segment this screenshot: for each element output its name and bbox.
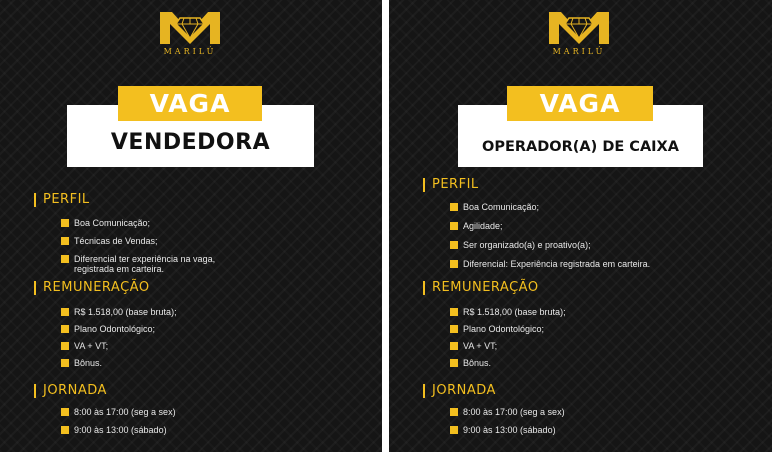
list-item: Boa Comunicação; [450,202,539,212]
bullet-square-icon [61,237,69,245]
vaga-badge: VAGA [118,86,262,121]
brand-logo [534,10,624,56]
bullet-square-icon [450,342,458,350]
bullet-square-icon [450,359,458,367]
bullet-square-icon [61,255,69,263]
brand-logo [145,10,235,62]
list-item: VA + VT; [450,341,497,351]
brand-name: MARILÚ [163,47,217,56]
section-perfil [34,192,90,207]
list-item: Boa Comunicação; [61,218,150,228]
bullet-square-icon [450,203,458,211]
job-card-vendedora [0,0,382,452]
bullet-square-icon [61,359,69,367]
section-jornada [34,383,107,398]
bullet-square-icon [450,308,458,316]
section-heading: REMUNERAÇÃO [432,280,539,295]
bullet-square-icon [61,408,69,416]
brand-tagline-line [145,57,235,62]
list-item: Agilidade; [450,221,503,231]
section-heading: JORNADA [43,383,107,398]
section-heading: REMUNERAÇÃO [43,280,150,295]
list-item: Bônus. [450,358,491,368]
job-card-operador-caixa [389,0,772,452]
list-item: Diferencial ter experiência na vaga, registrada em carteira. [61,254,215,274]
section-marker [423,281,425,295]
section-jornada [423,383,496,398]
section-marker [34,384,36,398]
section-marker [423,384,425,398]
bullet-square-icon [61,342,69,350]
list-item: Bônus. [61,358,102,368]
list-item: 8:00 às 17:00 (seg a sex) [61,407,176,417]
bullet-square-icon [450,241,458,249]
list-item: Plano Odontológico; [61,324,155,334]
bullet-square-icon [450,426,458,434]
bullet-square-icon [450,325,458,333]
list-item: Diferencial: Experiência registrada em carteira. [450,259,650,269]
section-heading: PERFIL [43,192,90,207]
list-item: 9:00 às 13:00 (sábado) [61,425,167,435]
bullet-square-icon [61,325,69,333]
diamond-m-logo-icon [547,10,611,46]
section-remuneracao [34,280,150,295]
section-remuneracao [423,280,539,295]
list-item: 8:00 às 17:00 (seg a sex) [450,407,565,417]
section-perfil [423,177,479,192]
bullet-square-icon [450,222,458,230]
bullet-square-icon [61,426,69,434]
job-title: VENDEDORA [67,105,314,167]
brand-name: MARILÚ [552,47,606,56]
bullet-square-icon [61,308,69,316]
list-item: Plano Odontológico; [450,324,544,334]
bullet-square-icon [450,408,458,416]
list-item: 9:00 às 13:00 (sábado) [450,425,556,435]
section-marker [34,281,36,295]
bullet-square-icon [450,260,458,268]
bullet-square-icon [61,219,69,227]
list-item: R$ 1.518,00 (base bruta); [450,307,566,317]
section-heading: PERFIL [432,177,479,192]
job-title: OPERADOR(A) DE CAIXA [458,105,703,167]
list-item: Técnicas de Vendas; [61,236,158,246]
vaga-badge: VAGA [507,86,653,121]
section-heading: JORNADA [432,383,496,398]
section-marker [34,193,36,207]
list-item: Ser organizado(a) e proativo(a); [450,240,591,250]
list-item: R$ 1.518,00 (base bruta); [61,307,177,317]
diamond-m-logo-icon [158,10,222,46]
list-item: VA + VT; [61,341,108,351]
section-marker [423,178,425,192]
